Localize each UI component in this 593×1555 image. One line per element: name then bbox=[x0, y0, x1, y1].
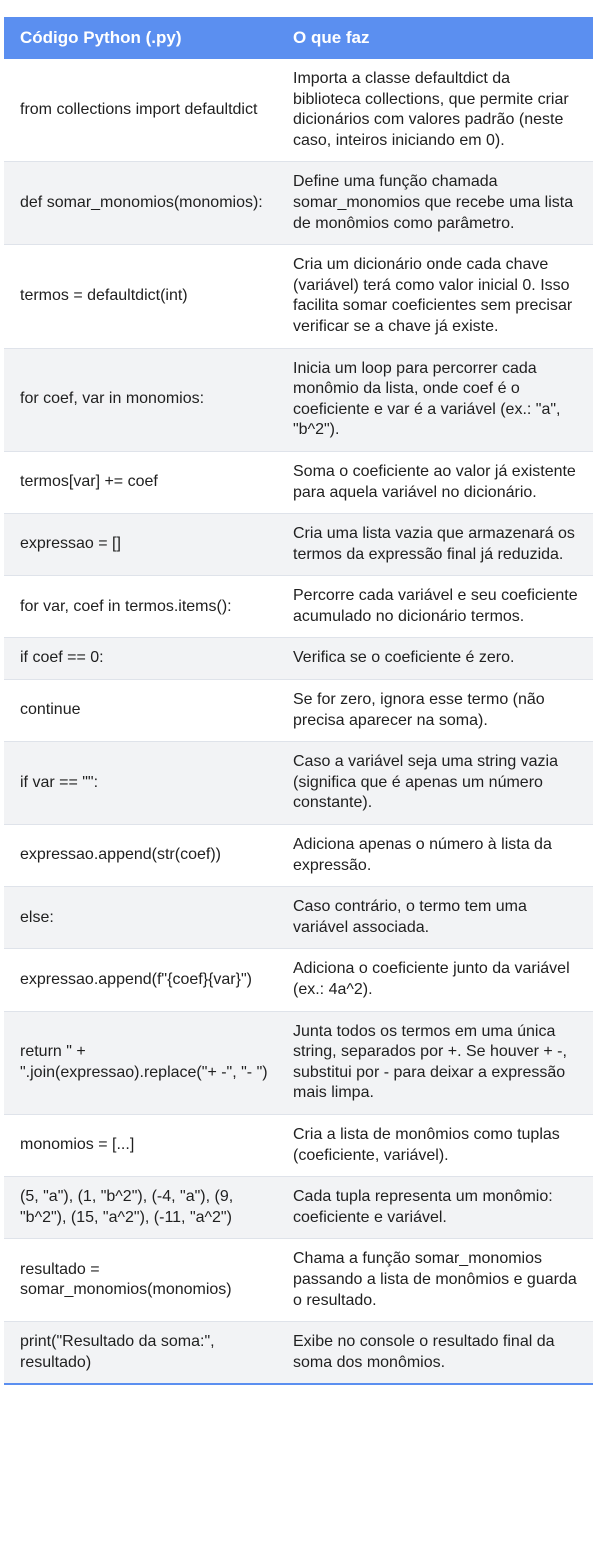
description-cell: Soma o coeficiente ao valor já existente para aquela variável no dicionário. bbox=[278, 451, 593, 513]
table-row bbox=[4, 245, 593, 348]
code-cell: for var, coef in termos.items(): bbox=[4, 576, 278, 638]
code-explanation-table-container bbox=[4, 17, 593, 1385]
table-row bbox=[4, 576, 593, 638]
table-row bbox=[4, 742, 593, 825]
table-header-row bbox=[4, 17, 593, 59]
description-cell: Importa a classe defaultdict da biblioteca collections, que permite criar dicionários com valores padrão (neste caso, inteiros iniciando em 0). bbox=[278, 59, 593, 162]
table-row bbox=[4, 162, 593, 245]
code-cell: termos[var] += coef bbox=[4, 451, 278, 513]
description-cell: Adiciona apenas o número à lista da expressão. bbox=[278, 825, 593, 887]
description-cell: Percorre cada variável e seu coeficiente acumulado no dicionário termos. bbox=[278, 576, 593, 638]
table-row bbox=[4, 59, 593, 162]
table-row bbox=[4, 348, 593, 451]
code-cell: monomios = [...] bbox=[4, 1114, 278, 1176]
table-row bbox=[4, 1239, 593, 1322]
code-cell: (5, "a"), (1, "b^2"), (-4, "a"), (9, "b^2"), (15, "a^2"), (-11, "a^2") bbox=[4, 1177, 278, 1239]
table-row bbox=[4, 949, 593, 1011]
header-description: O que faz bbox=[278, 17, 593, 59]
code-cell: else: bbox=[4, 887, 278, 949]
description-cell: Caso contrário, o termo tem uma variável associada. bbox=[278, 887, 593, 949]
code-cell: return " + ".join(expressao).replace("+ -", "- ") bbox=[4, 1011, 278, 1114]
description-cell: Verifica se o coeficiente é zero. bbox=[278, 638, 593, 680]
table-row bbox=[4, 638, 593, 680]
description-cell: Cria a lista de monômios como tuplas (coeficiente, variável). bbox=[278, 1114, 593, 1176]
code-cell: def somar_monomios(monomios): bbox=[4, 162, 278, 245]
description-cell: Junta todos os termos em uma única string, separados por +. Se houver + -, substitui por - para deixar a expressão mais limpa. bbox=[278, 1011, 593, 1114]
description-cell: Exibe no console o resultado final da soma dos monômios. bbox=[278, 1322, 593, 1385]
table-row bbox=[4, 514, 593, 576]
description-cell: Adiciona o coeficiente junto da variável (ex.: 4a^2). bbox=[278, 949, 593, 1011]
code-cell: from collections import defaultdict bbox=[4, 59, 278, 162]
table-row bbox=[4, 451, 593, 513]
code-cell: resultado = somar_monomios(monomios) bbox=[4, 1239, 278, 1322]
code-cell: continue bbox=[4, 680, 278, 742]
description-cell: Se for zero, ignora esse termo (não precisa aparecer na soma). bbox=[278, 680, 593, 742]
description-cell: Define uma função chamada somar_monomios que recebe uma lista de monômios como parâmetro. bbox=[278, 162, 593, 245]
code-cell: expressao.append(f"{coef}{var}") bbox=[4, 949, 278, 1011]
description-cell: Cada tupla representa um monômio: coeficiente e variável. bbox=[278, 1177, 593, 1239]
table-row bbox=[4, 887, 593, 949]
description-cell: Caso a variável seja uma string vazia (significa que é apenas um número constante). bbox=[278, 742, 593, 825]
description-cell: Chama a função somar_monomios passando a lista de monômios e guarda o resultado. bbox=[278, 1239, 593, 1322]
table-row bbox=[4, 1011, 593, 1114]
code-cell: for coef, var in monomios: bbox=[4, 348, 278, 451]
code-cell: termos = defaultdict(int) bbox=[4, 245, 278, 348]
table-row bbox=[4, 1114, 593, 1176]
description-cell: Inicia um loop para percorrer cada monômio da lista, onde coef é o coeficiente e var é a variável (ex.: "a", "b^2"). bbox=[278, 348, 593, 451]
code-cell: print("Resultado da soma:", resultado) bbox=[4, 1322, 278, 1385]
code-explanation-table bbox=[4, 17, 593, 1385]
table-row bbox=[4, 825, 593, 887]
code-cell: if var == "": bbox=[4, 742, 278, 825]
code-cell: if coef == 0: bbox=[4, 638, 278, 680]
table-row bbox=[4, 1177, 593, 1239]
description-cell: Cria um dicionário onde cada chave (variável) terá como valor inicial 0. Isso facilita somar coeficientes sem precisar verificar se a chave já existe. bbox=[278, 245, 593, 348]
table-row bbox=[4, 1322, 593, 1385]
table-row bbox=[4, 680, 593, 742]
code-cell: expressao.append(str(coef)) bbox=[4, 825, 278, 887]
header-code: Código Python (.py) bbox=[4, 17, 278, 59]
code-cell: expressao = [] bbox=[4, 514, 278, 576]
description-cell: Cria uma lista vazia que armazenará os termos da expressão final já reduzida. bbox=[278, 514, 593, 576]
